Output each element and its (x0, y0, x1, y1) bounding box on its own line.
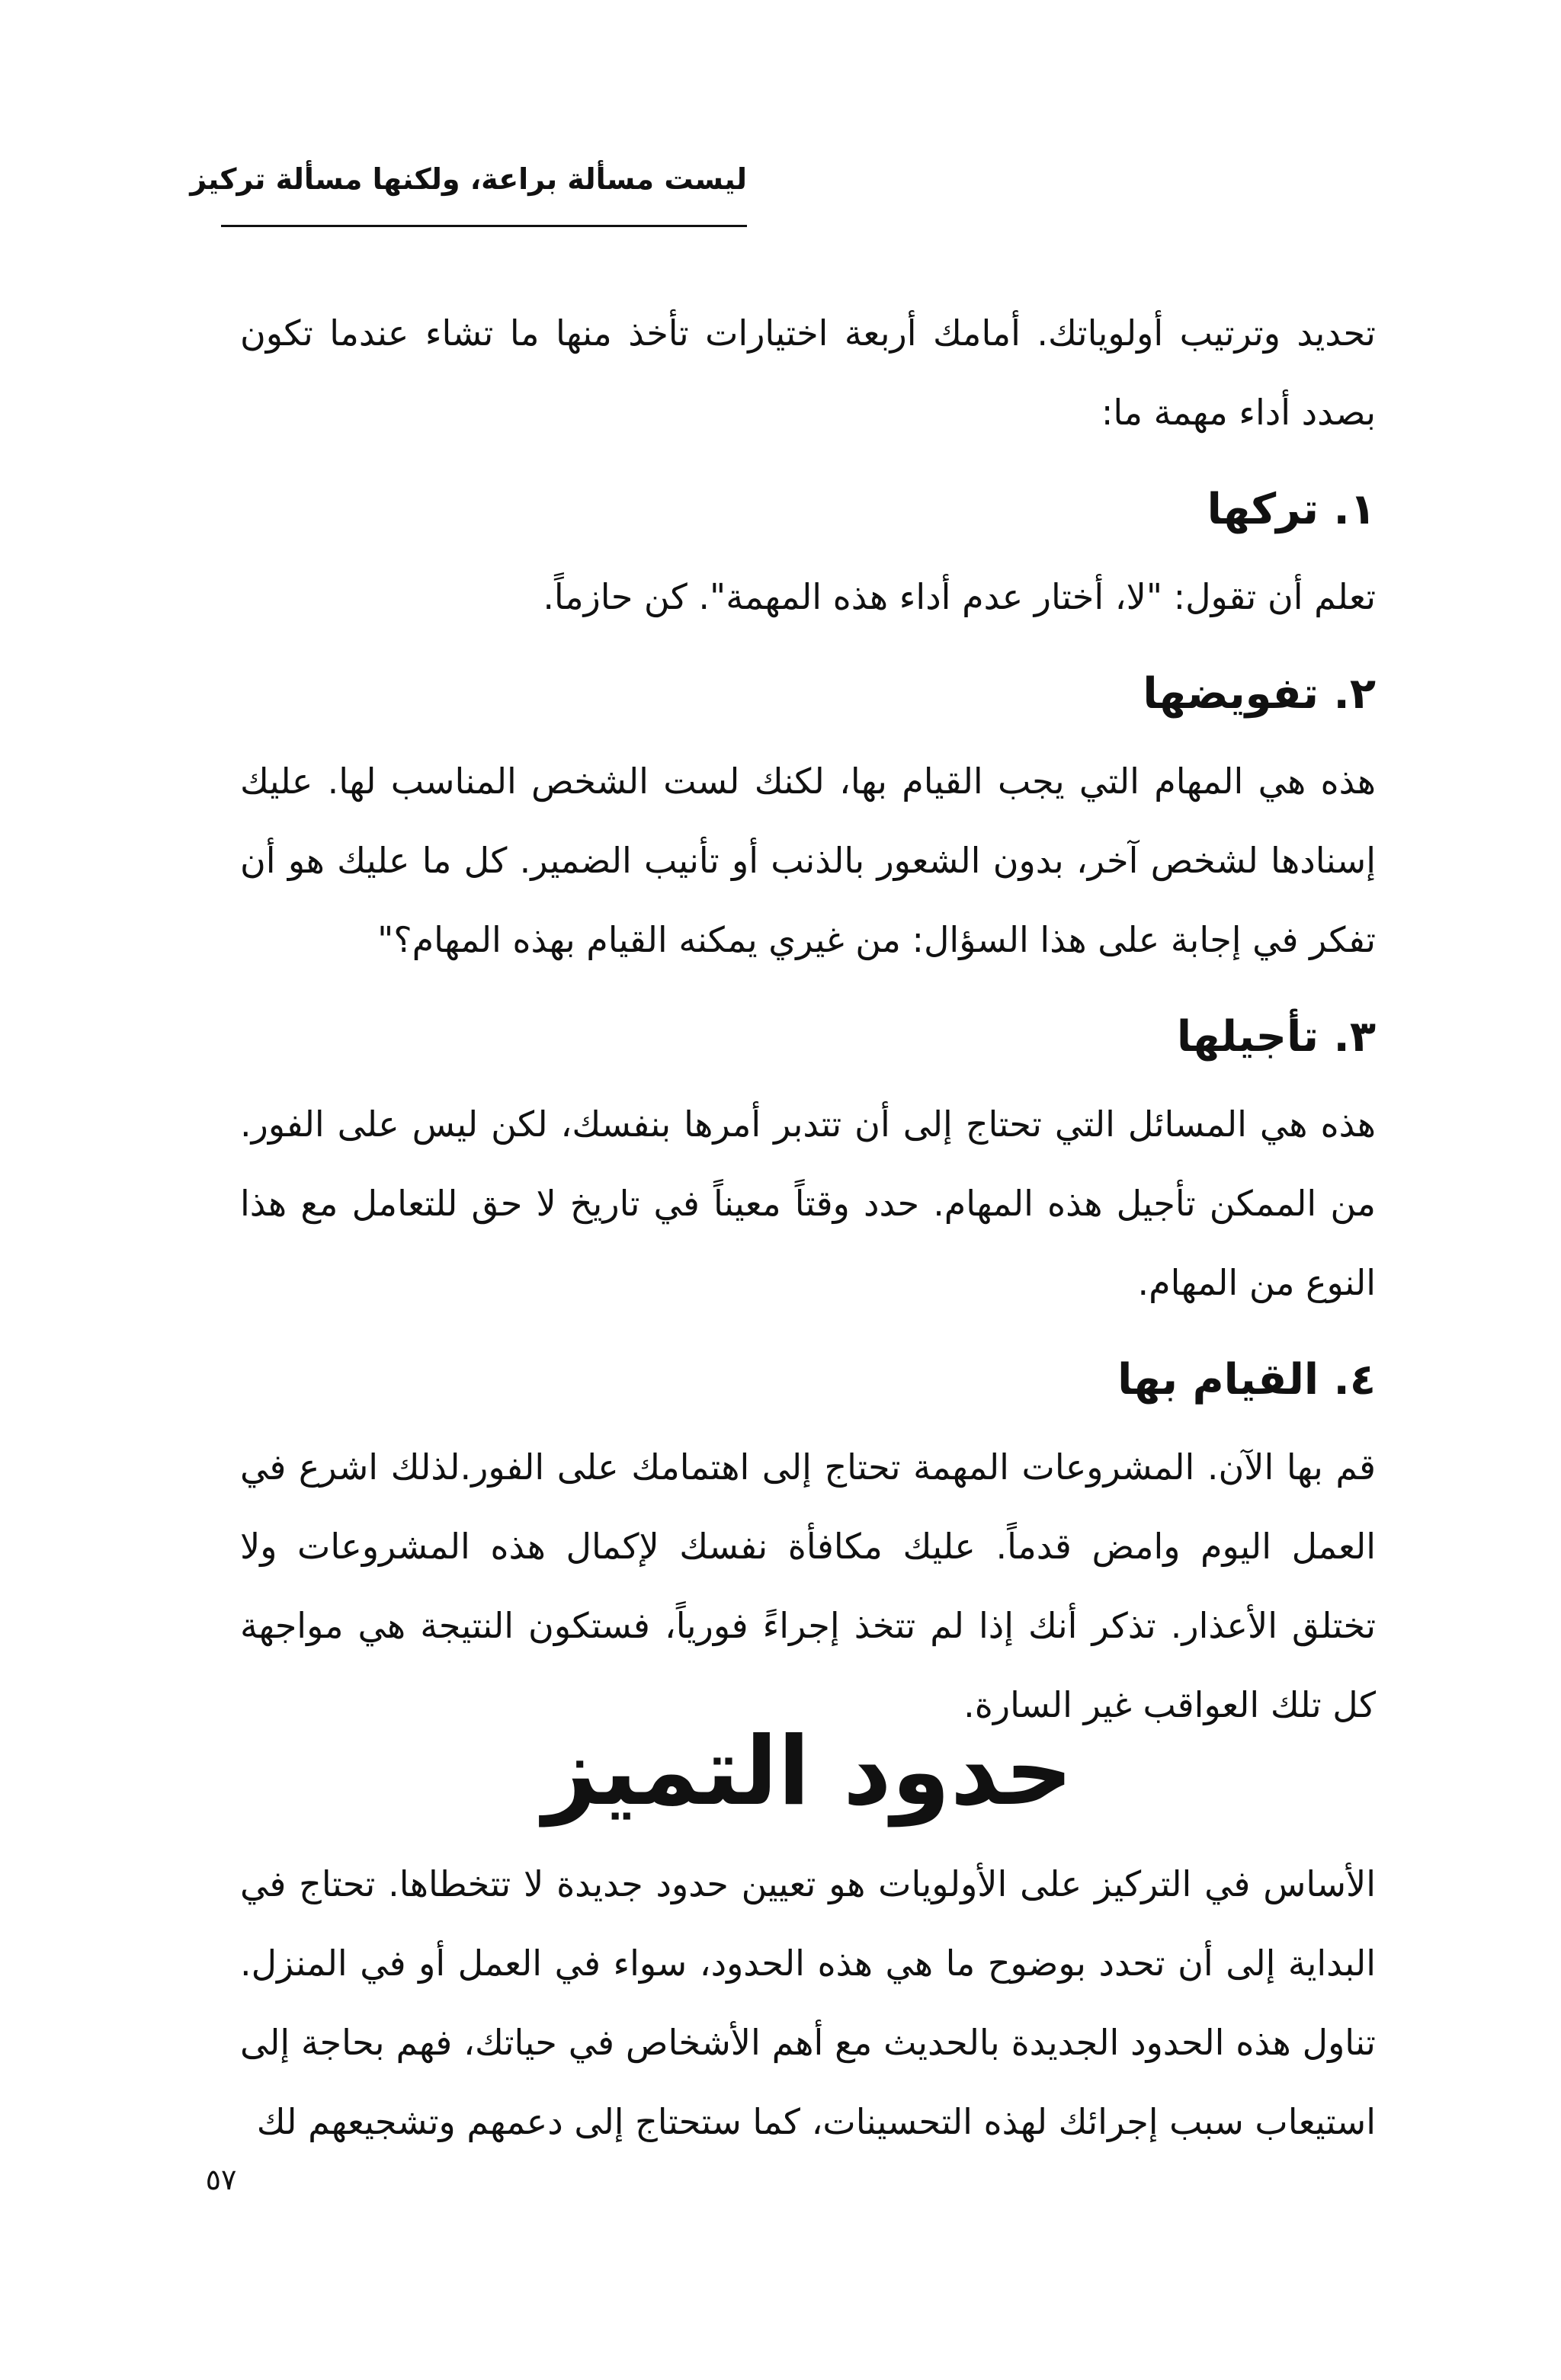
section-heading: ٤. القيام بها (1117, 1355, 1376, 1405)
section-title: حدود التميز (543, 1717, 1073, 1827)
section-paragraph: هذه هي المسائل التي تحتاج إلى أن تتدبر أمرها بنفسك، لكن ليس على الفور. من الممكن تأجيل هذه المهام. حدد وقتاً معيناً في تاريخ لا حق للتعامل مع هذا النوع من المهام. (240, 1104, 1376, 1303)
header-rule (221, 225, 747, 227)
intro-paragraph: تحديد وترتيب أولوياتك. أمامك أربعة اختيارات تأخذ منها ما تشاء عندما تكون بصدد أداء مهمة ما: (240, 312, 1376, 433)
running-header-text: ليست مسألة براعة، ولكنها مسألة تركيز (190, 162, 747, 196)
section-heading: ٣. تأجيلها (1176, 1012, 1376, 1062)
section-paragraph: هذه هي المهام التي يجب القيام بها، لكنك لست الشخص المناسب لها. عليك إسنادها لشخص آخر، بدون الشعور بالذنب أو تأنيب الضمير. كل ما عليك هو أن تفكر في إجابة على هذا السؤال: من غيري يمكنه القيام بهذه المهام؟" (240, 761, 1376, 960)
main-text (240, 293, 1376, 1744)
page-number: ٥٧ (205, 2163, 237, 2196)
section-paragraph: قم بها الآن. المشروعات المهمة تحتاج إلى اهتمامك على الفور.لذلك اشرع في العمل اليوم وامض قدماً. عليك مكافأة نفسك لإكمال هذه المشروعات ولا تختلق الأعذار. تذكر أنك إذا لم تتخذ إجراءً فورياً، فستكون النتيجة هي مواجهة كل تلك العواقب غير السارة. (240, 1446, 1376, 1725)
running-header (190, 152, 747, 236)
section-paragraph: تعلم أن تقول: "لا، أختار عدم أداء هذه المهمة". كن حازماً. (543, 576, 1376, 617)
section-heading: ١. تركها (1207, 485, 1376, 534)
closing-paragraph: الأساس في التركيز على الأولويات هو تعيين حدود جديدة لا تتخطاها. تحتاج في البداية إلى أن تحدد بوضوح ما هي هذه الحدود، سواء في العمل أو في المنزل. تناول هذه الحدود الجديدة بالحديث مع أهم الأشخاص في حياتك، فهم بحاجة إلى استيعاب سبب إجرائك لهذه التحسينات، كما ستحتاج إلى دعمهم وتشجيعهم لك (240, 1863, 1376, 2142)
section-heading: ٢. تفويضها (1143, 669, 1376, 719)
closing-text (240, 1844, 1376, 2161)
